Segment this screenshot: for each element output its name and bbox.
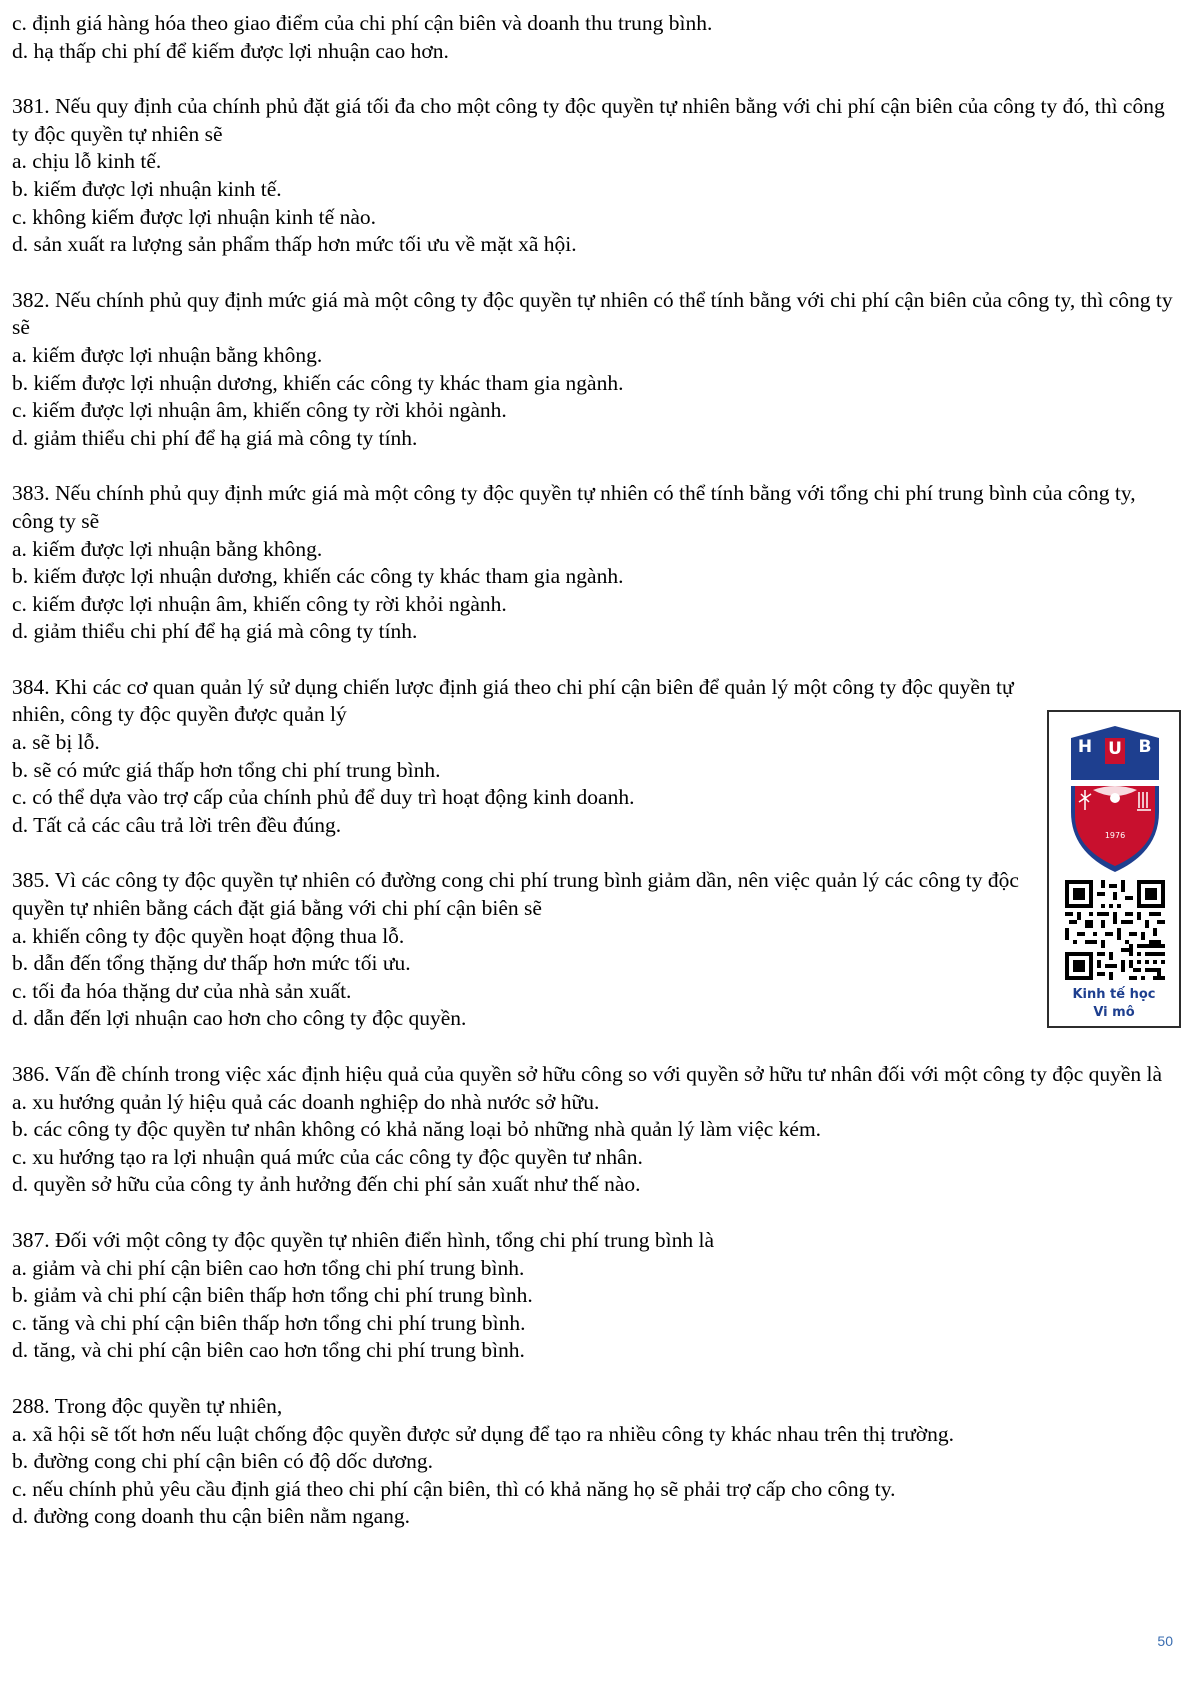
question-383: [12, 480, 1182, 646]
logo-year: 1976: [1104, 831, 1126, 840]
option-b: b. kiếm được lợi nhuận kinh tế.: [12, 176, 282, 201]
badge-caption-title: Kinh tế học: [1072, 987, 1156, 1002]
option-a: a. kiếm được lợi nhuận bằng không.: [12, 342, 323, 367]
question-382: [12, 287, 1182, 453]
option-c: c. nếu chính phủ yêu cầu định giá theo chi phí cận biên, thì có khả năng họ sẽ phải trợ cấp cho công ty.: [12, 1476, 896, 1501]
page-number: 50: [1157, 1633, 1173, 1649]
question-text: 383. Nếu chính phủ quy định mức giá mà một công ty độc quyền tự nhiên có thể tính bằng với tổng chi phí trung bình của công ty, công ty sẽ: [12, 481, 1136, 533]
intro-line: d. hạ thấp chi phí để kiếm được lợi nhuận cao hơn.: [12, 38, 449, 63]
logo-letter-u: U: [1108, 739, 1122, 759]
option-c: c. kiếm được lợi nhuận âm, khiến công ty rời khỏi ngành.: [12, 398, 507, 423]
hub-badge: [1047, 710, 1181, 1028]
option-c: c. kiếm được lợi nhuận âm, khiến công ty rời khỏi ngành.: [12, 591, 507, 616]
question-387: [12, 1227, 1182, 1365]
question-381: [12, 93, 1182, 259]
logo-letter-h: H: [1077, 737, 1093, 757]
option-a: a. kiếm được lợi nhuận bằng không.: [12, 536, 323, 561]
option-b: b. các công ty độc quyền tư nhân không có khả năng loại bỏ những nhà quản lý làm việc kém.: [12, 1117, 822, 1142]
logo-letter-b: B: [1138, 737, 1152, 757]
qr-code-icon: [1065, 880, 1165, 980]
option-c: c. tối đa hóa thặng dư của nhà sản xuất.: [12, 978, 352, 1003]
option-b: b. dẫn đến tổng thặng dư thấp hơn mức tối ưu.: [12, 951, 411, 976]
hub-shield-logo: [1063, 724, 1167, 874]
option-a: a. khiến công ty độc quyền hoạt động thua lỗ.: [12, 923, 405, 948]
question-text: 385. Vì các công ty độc quyền tự nhiên có đường cong chi phí trung bình giảm dần, nên việc quản lý các công ty độc quyền tự nhiên bằng cách đặt giá bằng với chi phí cận biên sẽ: [12, 868, 1019, 921]
option-a: a. sẽ bị lỗ.: [12, 730, 100, 755]
option-c: c. xu hướng tạo ra lợi nhuận quá mức của các công ty độc quyền tư nhân.: [12, 1144, 643, 1169]
option-b: b. đường cong chi phí cận biên có độ dốc dương.: [12, 1449, 434, 1474]
page-content: [12, 10, 1182, 1531]
option-d: d. dẫn đến lợi nhuận cao hơn cho công ty độc quyền.: [12, 1006, 467, 1031]
question-386: [12, 1061, 1182, 1199]
question-text: 384. Khi các cơ quan quản lý sử dụng chiến lược định giá theo chi phí cận biên để quản lý một công ty độc quyền tự nhiên, công ty độc quyền được quản lý: [12, 674, 1014, 727]
option-d: d. quyền sở hữu của công ty ảnh hưởng đến chi phí sản xuất như thế nào.: [12, 1172, 641, 1197]
option-d: d. sản xuất ra lượng sản phẩm thấp hơn mức tối ưu về mặt xã hội.: [12, 232, 577, 257]
option-d: d. giảm thiểu chi phí để hạ giá mà công ty tính.: [12, 619, 418, 644]
option-c: c. có thể dựa vào trợ cấp của chính phủ để duy trì hoạt động kinh doanh.: [12, 785, 635, 810]
option-d: d. tăng, và chi phí cận biên cao hơn tổng chi phí trung bình.: [12, 1338, 525, 1363]
option-b: b. sẽ có mức giá thấp hơn tổng chi phí trung bình.: [12, 757, 441, 782]
question-385: [12, 867, 1182, 1033]
question-text: 387. Đối với một công ty độc quyền tự nhiên điển hình, tổng chi phí trung bình là: [12, 1227, 714, 1252]
option-a: a. xã hội sẽ tốt hơn nếu luật chống độc quyền được sử dụng để tạo ra nhiều công ty khác nhau trên thị trường.: [12, 1421, 954, 1446]
question-text: 382. Nếu chính phủ quy định mức giá mà một công ty độc quyền tự nhiên có thể tính bằng với chi phí cận biên của công ty, thì công ty sẽ: [12, 287, 1173, 340]
option-c: c. không kiếm được lợi nhuận kinh tế nào.: [12, 204, 376, 229]
question-288: [12, 1393, 1182, 1531]
badge-caption-subtitle: Vi mô: [1093, 1005, 1135, 1020]
option-d: d. giảm thiểu chi phí để hạ giá mà công ty tính.: [12, 425, 418, 450]
intro-line: c. định giá hàng hóa theo giao điểm của chi phí cận biên và doanh thu trung bình.: [12, 11, 713, 35]
question-text: 381. Nếu quy định của chính phủ đặt giá tối đa cho một công ty độc quyền tự nhiên bằng với chi phí cận biên của công ty đó, thì công ty độc quyền tự nhiên sẽ: [12, 94, 1165, 146]
option-a: a. chịu lỗ kinh tế.: [12, 149, 162, 174]
option-d: d. Tất cả các câu trả lời trên đều đúng.: [12, 812, 342, 837]
option-a: a. xu hướng quản lý hiệu quả các doanh nghiệp do nhà nước sở hữu.: [12, 1089, 600, 1114]
option-b: b. giảm và chi phí cận biên thấp hơn tổng chi phí trung bình.: [12, 1283, 533, 1308]
question-384: [12, 674, 1182, 840]
option-b: b. kiếm được lợi nhuận dương, khiến các công ty khác tham gia ngành.: [12, 370, 624, 395]
option-d: d. đường cong doanh thu cận biên nằm ngang.: [12, 1504, 410, 1529]
option-c: c. tăng và chi phí cận biên thấp hơn tổng chi phí trung bình.: [12, 1310, 526, 1335]
option-b: b. kiếm được lợi nhuận dương, khiến các công ty khác tham gia ngành.: [12, 564, 624, 589]
option-a: a. giảm và chi phí cận biên cao hơn tổng chi phí trung bình.: [12, 1255, 525, 1280]
question-text: 288. Trong độc quyền tự nhiên,: [12, 1393, 283, 1418]
question-text: 386. Vấn đề chính trong việc xác định hiệu quả của quyền sở hữu công so với quyền sở hữu tư nhân đối với một công ty độc quyền là: [12, 1062, 1163, 1086]
